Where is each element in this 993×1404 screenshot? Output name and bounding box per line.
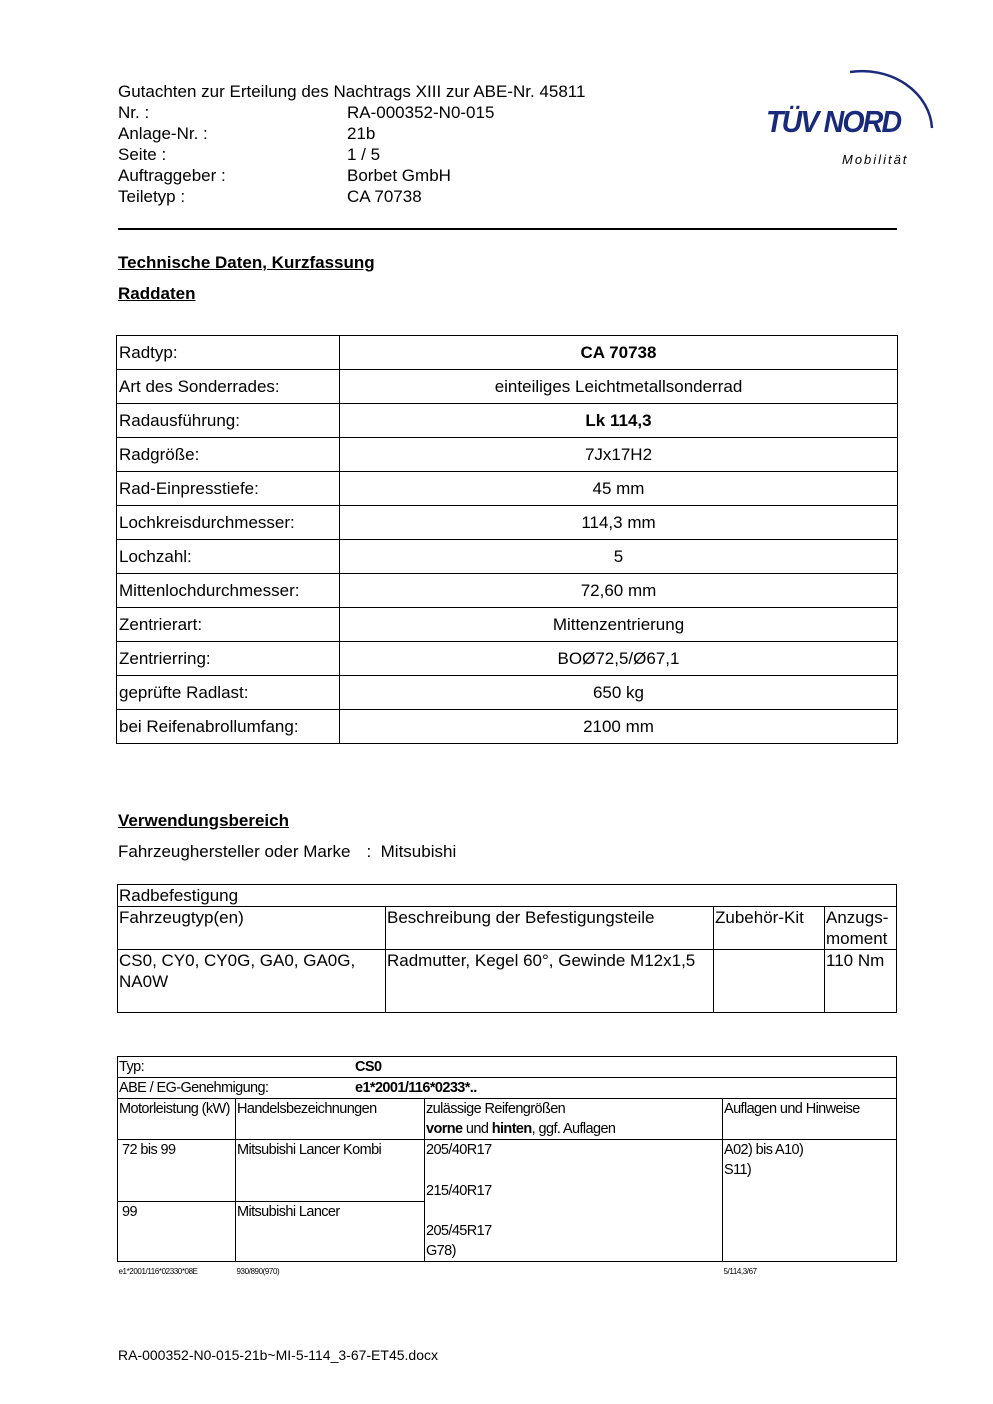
section-title-technische-daten: Technische Daten, Kurzfassung <box>118 253 375 272</box>
table-row: Motorleistung (kW) Handelsbezeichnungen zulässige Reifengrößen vorne und hinten, ggf. Auflagen Auflagen und Hinweise <box>118 1099 897 1140</box>
table-row: Radausführung: Lk 114,3 <box>117 404 898 438</box>
table-row: Radtyp: CA 70738 <box>117 336 898 370</box>
table-row: Zentrierart: Mittenzentrierung <box>117 608 898 642</box>
logo-brand: TÜV NORD <box>766 104 901 139</box>
document-title: Gutachten zur Erteilung des Nachtrags XIII zur ABE-Nr. 45811 <box>118 82 586 101</box>
file-name-footer: RA-000352-N0-015-21b~MI-5-114_3-67-ET45.docx <box>118 1347 438 1363</box>
typ-table <box>117 1056 897 1282</box>
table-row: Radgröße: 7Jx17H2 <box>117 438 898 472</box>
table-row: Lochkreisdurchmesser: 114,3 mm <box>117 506 898 540</box>
table-row: Fahrzeugtyp(en) Beschreibung der Befestigungsteile Zubehör-Kit Anzugs-moment <box>118 907 897 950</box>
table-row: Mittenlochdurchmesser: 72,60 mm <box>117 574 898 608</box>
logo-sub: Mobilität <box>842 152 909 167</box>
document-header <box>118 81 585 207</box>
table-footer-row: e1*2001/116*02330*08E 930/890(970) 5/114,3/67 <box>118 1267 757 1276</box>
section-title-raddaten: Raddaten <box>118 284 196 303</box>
table-row: Zentrierring: BOØ72,5/Ø67,1 <box>117 642 898 676</box>
table-row: Rad-Einpresstiefe: 45 mm <box>117 472 898 506</box>
raddaten-table <box>116 335 898 744</box>
header-row-anlage: Anlage-Nr. : 21b <box>118 124 376 143</box>
table-row: Art des Sonderrades: einteiliges Leichtmetallsonderrad <box>117 370 898 404</box>
header-row-seite: Seite : 1 / 5 <box>118 145 381 164</box>
hersteller-line: Fahrzeughersteller oder Marke : Mitsubishi <box>118 842 457 861</box>
header-row-auftraggeber: Auftraggeber : Borbet GmbH <box>118 166 451 185</box>
header-divider <box>118 228 897 230</box>
table-row: Lochzahl: 5 <box>117 540 898 574</box>
header-row-teiletyp: Teiletyp : CA 70738 <box>118 187 422 206</box>
table-row: geprüfte Radlast: 650 kg <box>117 676 898 710</box>
table-row: Radbefestigung <box>118 885 897 907</box>
table-row: 72 bis 99 Mitsubishi Lancer Kombi 205/40R17 215/40R17 205/45R17 G78) A02) bis A10) S11) <box>118 1140 897 1202</box>
radbefestigung-table <box>117 884 897 1013</box>
table-row: bei Reifenabrollumfang: 2100 mm <box>117 710 898 744</box>
table-row: 99 Mitsubishi Lancer <box>118 1201 897 1262</box>
table-row: CS0, CY0, CY0G, GA0, GA0G, NA0W Radmutter, Kegel 60°, Gewinde M12x1,5 110 Nm <box>118 950 897 1013</box>
table-row: ABE / EG-Genehmigung: e1*2001/116*0233*.. <box>118 1078 897 1099</box>
tuev-nord-logo <box>762 58 942 173</box>
table-row: Typ: CS0 <box>118 1057 897 1078</box>
section-title-verwendungsbereich: Verwendungsbereich <box>118 811 289 830</box>
header-row-nr: Nr. : RA-000352-N0-015 <box>118 103 495 122</box>
